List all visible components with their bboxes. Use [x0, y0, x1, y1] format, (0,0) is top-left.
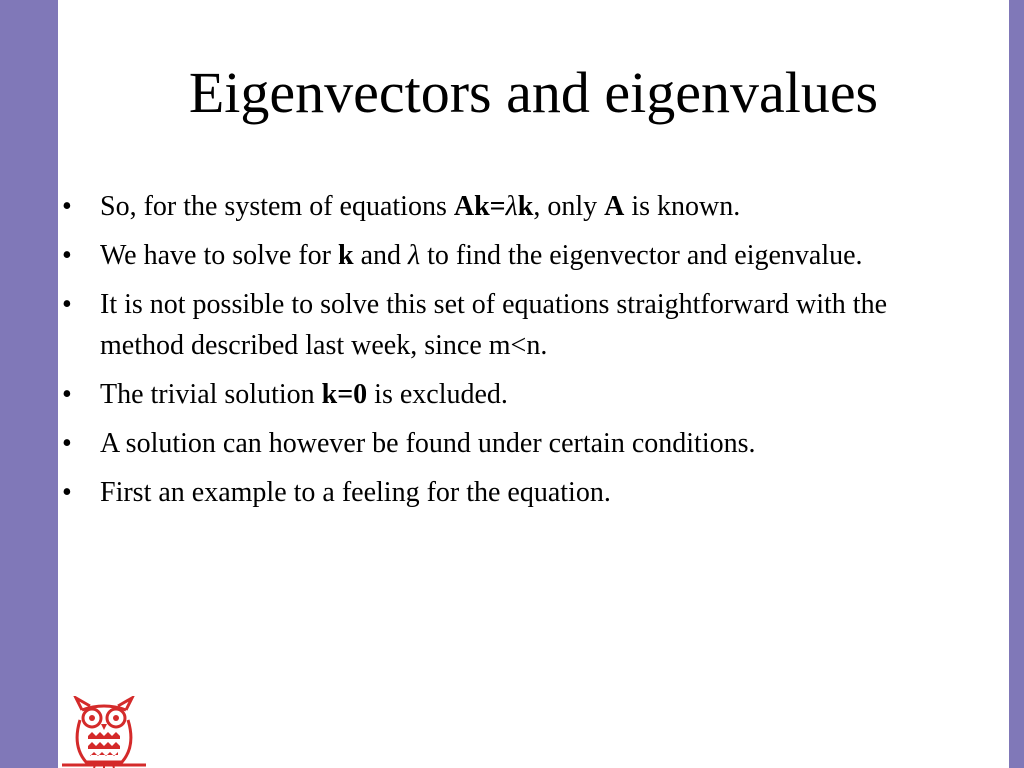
bullet-item: [58, 186, 958, 227]
bullet-list: [58, 186, 958, 521]
text-run: So, for the system of equations: [100, 191, 454, 222]
text-run: is excluded.: [367, 379, 508, 410]
bullet-text: [100, 379, 508, 410]
slide-title: Eigenvectors and eigenvalues: [188, 60, 879, 125]
text-run: First an example to a feeling for the equation.: [100, 477, 611, 508]
text-run: A solution can however be found under certain conditions.: [100, 428, 756, 459]
italic-symbol: λ: [408, 240, 421, 271]
text-run: The trivial solution: [100, 379, 322, 410]
bullet-text: [100, 289, 887, 361]
slide: [58, 0, 1009, 768]
bullet-text: [100, 428, 756, 459]
bullet-text: [100, 240, 863, 271]
text-run: to find the eigenvector and eigenvalue.: [420, 240, 863, 271]
bold-term: Ak: [453, 191, 490, 222]
italic-symbol: λ: [505, 191, 518, 222]
bold-term: k=0: [321, 379, 368, 410]
text-run: and: [353, 240, 409, 271]
text-run: is known.: [624, 191, 741, 222]
owl-logo-icon: [62, 696, 146, 768]
bullet-marker: •: [62, 289, 72, 320]
bullet-marker: •: [62, 191, 72, 222]
bullet-item: [58, 284, 958, 366]
bullet-item: [58, 472, 958, 513]
bold-term: A: [604, 191, 625, 222]
bullet-marker: •: [62, 428, 72, 459]
text-run: It is not possible to solve this set of equations straightforward with the method described last week, since m<n.: [100, 289, 888, 361]
bullet-marker: •: [62, 240, 72, 271]
text-run: , only: [533, 191, 605, 222]
bold-term: =: [489, 191, 506, 222]
bullet-item: [58, 423, 958, 464]
bold-term: k: [517, 191, 534, 222]
bullet-marker: •: [62, 379, 72, 410]
text-run: We have to solve for: [100, 240, 338, 271]
bullet-marker: •: [62, 477, 72, 508]
bold-term: k: [338, 240, 354, 271]
bullet-text: [100, 191, 740, 222]
bullet-item: [58, 374, 958, 415]
bullet-item: [58, 235, 958, 276]
bullet-text: [100, 477, 611, 508]
